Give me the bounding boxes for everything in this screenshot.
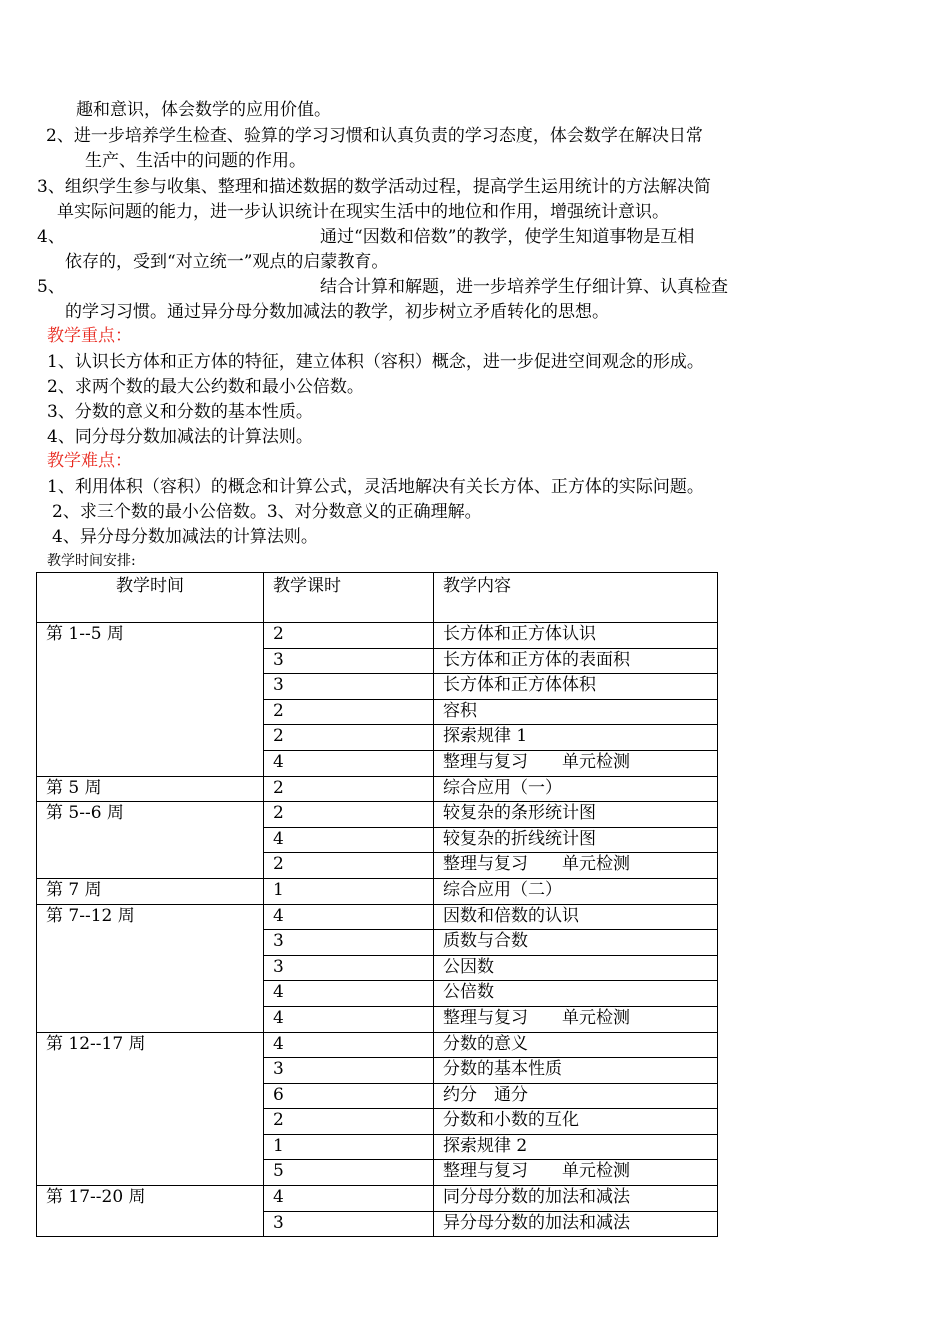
schedule-caption: 教学时间安排: <box>47 553 136 569</box>
hours-cell: 5 <box>264 1160 434 1186</box>
hours-cell: 6 <box>264 1083 434 1109</box>
objective-line-4: 3、组织学生参与收集、整理和描述数据的数学活动过程，提高学生运用统计的方法解决简 <box>37 177 711 197</box>
hours-cell: 3 <box>264 930 434 956</box>
week-cell: 第 17--20 周 <box>37 1186 264 1237</box>
week-cell: 第 7--12 周 <box>37 904 264 1032</box>
content-cell: 综合应用（一） <box>434 776 718 802</box>
difficult-point-2: 2、求三个数的最小公倍数。3、对分数意义的正确理解。 <box>52 502 482 522</box>
table-row <box>37 623 718 649</box>
content-cell: 公因数 <box>434 955 718 981</box>
content-cell: 分数的意义 <box>434 1032 718 1058</box>
objective-line-3: 生产、生活中的问题的作用。 <box>85 151 306 171</box>
week-cell: 第 1--5 周 <box>37 623 264 777</box>
schedule-table-body <box>37 573 718 1237</box>
week-cell: 第 5 周 <box>37 776 264 802</box>
objective-line-1: 趣和意识，体会数学的应用价值。 <box>76 100 331 120</box>
objective-line-5: 单实际问题的能力，进一步认识统计在现实生活中的地位和作用，增强统计意识。 <box>57 202 669 222</box>
hours-cell: 4 <box>264 1006 434 1032</box>
objective-line-2: 2、进一步培养学生检查、验算的学习习惯和认真负责的学习态度，体会数学在解决日常 <box>46 126 703 146</box>
table-row <box>37 1186 718 1212</box>
hours-cell: 4 <box>264 981 434 1007</box>
hours-cell: 3 <box>264 1211 434 1237</box>
content-cell: 同分母分数的加法和减法 <box>434 1186 718 1212</box>
difficult-points-heading: 教学难点： <box>47 451 132 471</box>
objective-line-9: 的学习习惯。通过异分母分数加减法的教学，初步树立矛盾转化的思想。 <box>65 302 609 322</box>
objective-line-7: 依存的，受到“对立统一”观点的启蒙教育。 <box>65 252 389 272</box>
content-cell: 长方体和正方体的表面积 <box>434 648 718 674</box>
difficult-point-1: 1、利用体积（容积）的概念和计算公式，灵活地解决有关长方体、正方体的实际问题。 <box>47 477 704 497</box>
hours-cell: 2 <box>264 699 434 725</box>
objective-line-8: 结合计算和解题，进一步培养学生仔细计算、认真检查 <box>320 277 728 297</box>
hours-cell: 3 <box>264 648 434 674</box>
hours-cell: 2 <box>264 802 434 828</box>
hours-cell: 2 <box>264 623 434 649</box>
hours-cell: 3 <box>264 674 434 700</box>
table-row <box>37 878 718 904</box>
table-row <box>37 1032 718 1058</box>
hours-cell: 4 <box>264 827 434 853</box>
objective-line-6: 通过“因数和倍数”的教学，使学生知道事物是互相 <box>320 227 695 247</box>
content-cell: 整理与复习 单元检测 <box>434 1006 718 1032</box>
table-row <box>37 802 718 828</box>
hours-cell: 1 <box>264 878 434 904</box>
content-cell: 整理与复习 单元检测 <box>434 853 718 879</box>
key-points-heading: 教学重点： <box>47 326 132 346</box>
objective-number-5: 5、 <box>37 277 65 297</box>
content-cell: 较复杂的条形统计图 <box>434 802 718 828</box>
objective-number-4: 4、 <box>37 227 65 247</box>
content-cell: 长方体和正方体认识 <box>434 623 718 649</box>
key-point-4: 4、同分母分数加减法的计算法则。 <box>47 427 313 447</box>
hours-cell: 4 <box>264 1032 434 1058</box>
content-cell: 公倍数 <box>434 981 718 1007</box>
table-row <box>37 776 718 802</box>
key-point-3: 3、分数的意义和分数的基本性质。 <box>47 402 313 422</box>
hours-cell: 2 <box>264 725 434 751</box>
content-cell: 容积 <box>434 699 718 725</box>
hours-cell: 2 <box>264 776 434 802</box>
hours-cell: 2 <box>264 1109 434 1135</box>
hours-cell: 3 <box>264 955 434 981</box>
difficult-point-3: 4、异分母分数加减法的计算法则。 <box>52 527 318 547</box>
schedule-header-row <box>37 573 718 623</box>
week-cell: 第 12--17 周 <box>37 1032 264 1186</box>
content-cell: 整理与复习 单元检测 <box>434 1160 718 1186</box>
table-row <box>37 904 718 930</box>
week-cell: 第 5--6 周 <box>37 802 264 879</box>
content-cell: 探索规律 2 <box>434 1134 718 1160</box>
content-cell: 较复杂的折线统计图 <box>434 827 718 853</box>
hours-cell: 1 <box>264 1134 434 1160</box>
content-cell: 长方体和正方体体积 <box>434 674 718 700</box>
hours-cell: 4 <box>264 1186 434 1212</box>
key-point-2: 2、求两个数的最大公约数和最小公倍数。 <box>47 377 364 397</box>
content-cell: 分数和小数的互化 <box>434 1109 718 1135</box>
hours-cell: 4 <box>264 750 434 776</box>
key-point-1: 1、认识长方体和正方体的特征，建立体积（容积）概念，进一步促进空间观念的形成。 <box>47 352 704 372</box>
schedule-table <box>36 572 718 1237</box>
content-cell: 分数的基本性质 <box>434 1058 718 1084</box>
content-cell: 异分母分数的加法和减法 <box>434 1211 718 1237</box>
content-cell: 综合应用（二） <box>434 878 718 904</box>
hours-cell: 4 <box>264 904 434 930</box>
content-cell: 整理与复习 单元检测 <box>434 750 718 776</box>
week-cell: 第 7 周 <box>37 878 264 904</box>
hours-cell: 3 <box>264 1058 434 1084</box>
content-cell: 探索规律 1 <box>434 725 718 751</box>
header-content: 教学内容 <box>434 573 718 623</box>
content-cell: 质数与合数 <box>434 930 718 956</box>
hours-cell: 2 <box>264 853 434 879</box>
header-hours: 教学课时 <box>264 573 434 623</box>
content-cell: 因数和倍数的认识 <box>434 904 718 930</box>
content-cell: 约分 通分 <box>434 1083 718 1109</box>
header-time: 教学时间 <box>37 573 264 623</box>
